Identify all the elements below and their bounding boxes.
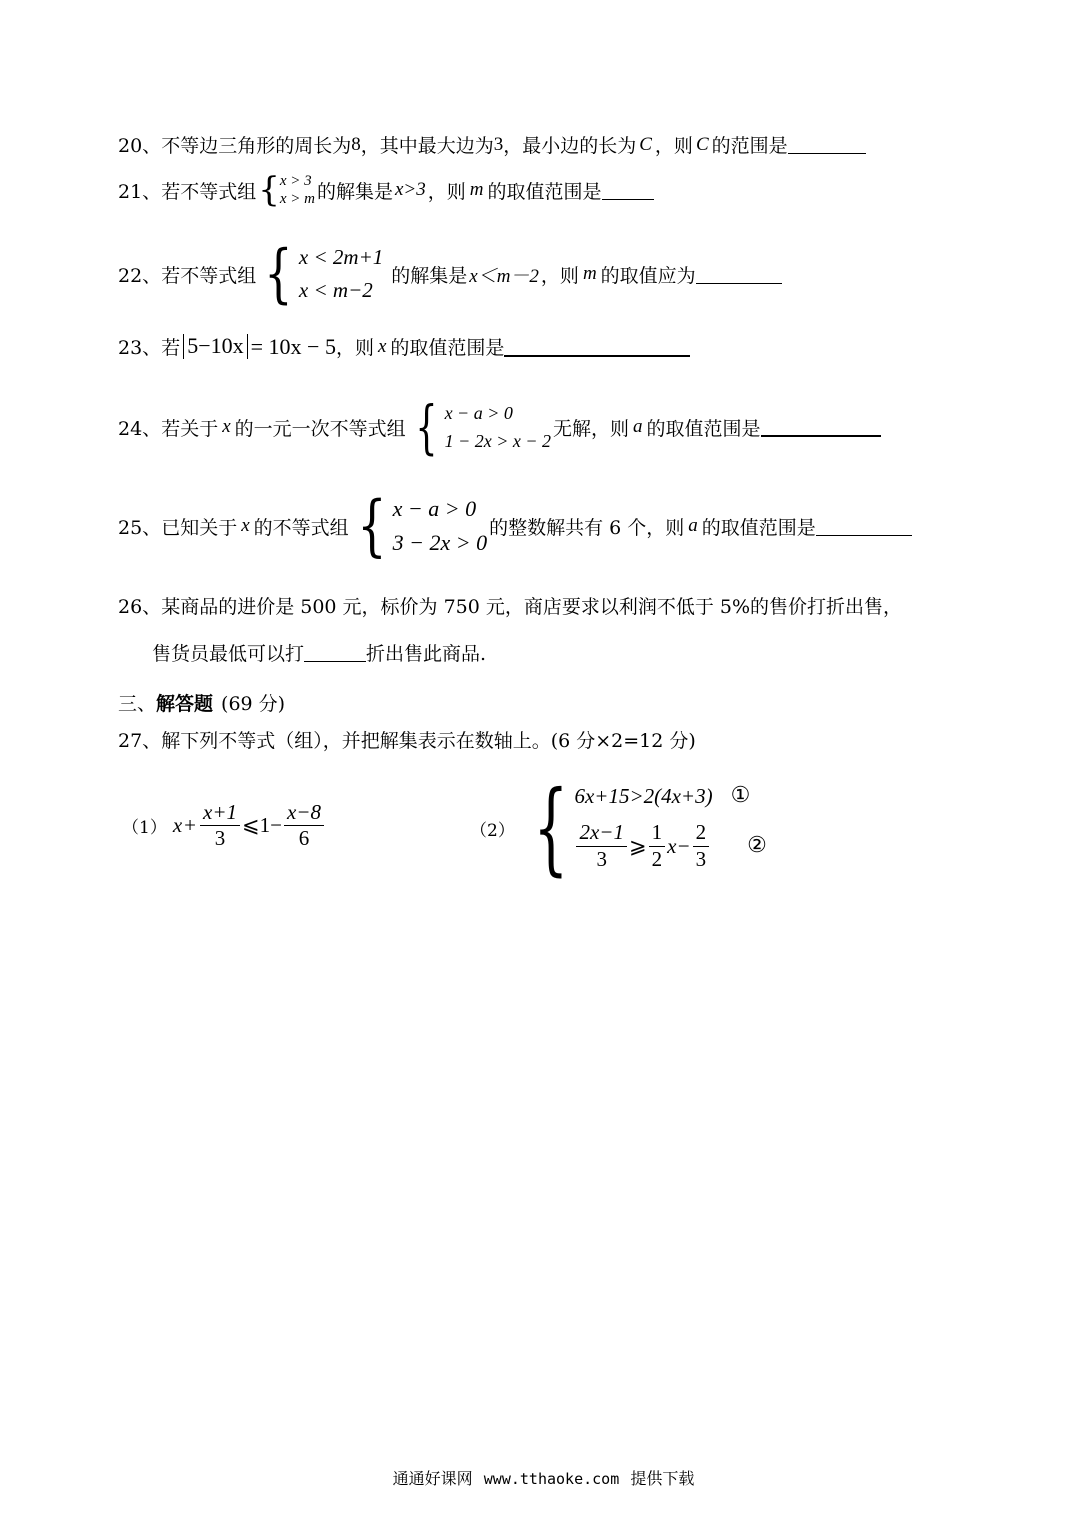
section-prefix: 三、 [118,693,157,715]
question-text: 的取值应为 [600,264,696,287]
question-text: ，则 [540,264,579,287]
question-26 [118,592,902,619]
question-25 [118,487,912,564]
numerator: 2 [693,820,710,846]
question-text: 若不等式组 [161,180,257,203]
number: 3 [493,133,504,155]
question-text: 若关于 [161,417,219,440]
system-row: 6x+15>2(4x+3) [574,783,713,808]
numerator: x−8 [284,800,324,826]
denominator: 2 [651,846,663,871]
operator: + [184,813,196,838]
part-label: （1） [122,818,167,839]
footer-prefix: 通通好课网 [392,1469,473,1488]
fraction [576,820,627,871]
question-text: ，则 [427,180,466,203]
question-text: ，最小边的长为 [503,135,637,157]
inequality-system [351,487,488,564]
fraction [693,820,710,871]
denominator: 6 [298,826,310,851]
question-text: 若不等式组 [161,264,257,287]
solution: x>3 [394,179,426,200]
question-20 [118,131,866,158]
question-number: 24、 [118,417,162,440]
footer-suffix: 提供下载 [630,1469,695,1488]
answer-blank[interactable] [761,417,881,437]
q27-part1 [122,800,326,851]
numerator: 2x−1 [576,820,627,846]
variable: C [639,133,652,155]
operator: ⩽1− [242,813,282,838]
question-text: 的解集是 [391,264,468,287]
question-text: 无解，则 [552,417,629,440]
inequality-system [519,769,767,886]
question-text: 的一元一次不等式组 [234,417,406,440]
system-row: x − a > 0 [444,403,513,423]
brace-icon: { [533,769,569,886]
question-number: 23、 [118,337,162,359]
numerator: x+1 [200,800,240,826]
answer-blank[interactable] [816,517,912,536]
denominator: 3 [695,846,707,871]
part-label: （2） [470,820,515,841]
question-number: 25、 [118,516,162,539]
variable: x [172,813,183,838]
question-27 [118,726,696,753]
question-text: 某商品的进价是 500 元，标价为 750 元，商店要求以利润不低于 5%的售价打折出售， [161,596,903,618]
absolute-value: 5−10x [183,334,247,358]
equation-marker: ① [730,783,751,808]
answer-blank[interactable] [504,337,690,357]
variable: a [688,515,698,536]
variable: x [377,335,387,357]
question-number: 20、 [118,135,162,157]
question-number: 21、 [118,180,162,203]
answer-blank[interactable] [788,135,866,154]
question-text: 若 [161,337,181,359]
question-text: 的不等式组 [253,516,349,539]
question-text: 已知关于 [161,516,238,539]
denominator: 3 [214,826,226,851]
q27-part2 [470,769,769,886]
brace-icon: { [415,393,438,461]
system-row: x − a > 0 [392,496,477,521]
question-text: 的整数解共有 6 个，则 [489,516,685,539]
equation-marker: ② [747,833,767,858]
inequality-system [258,237,384,311]
fraction [200,800,240,851]
variable: x [241,515,250,536]
question-21 [118,172,654,208]
inequality-system [408,393,551,461]
question-number: 22、 [118,264,162,287]
system-row: x < m−2 [298,278,373,302]
question-text: ，则 [335,337,374,359]
brace-icon: { [258,170,280,210]
question-text: 解下列不等式（组），并把解集表示在数轴上。(6 分×2=12 分) [161,730,696,752]
answer-blank[interactable] [696,265,782,284]
variable: C [695,133,709,155]
system-row: 1 − 2x > x − 2 [444,431,551,451]
fraction [284,800,324,851]
question-number: 26、 [118,596,162,618]
page-footer [0,1466,1087,1489]
system-row: 3 − 2x > 0 [392,530,488,555]
question-text: 售货员最低可以打 [152,643,305,665]
numerator: 1 [649,820,666,846]
footer-url[interactable]: www.tthaoke.com [483,1470,620,1488]
denominator: 3 [596,846,607,871]
solution: x＜m－2 [469,265,539,287]
system-row: x > m [279,191,315,207]
question-text: 的取值范围是 [487,180,602,203]
question-text: 的范围是 [711,135,788,157]
question-text: 的取值范围是 [646,417,761,440]
operator: ⩾ [628,833,647,858]
section-score: (69 分) [221,693,286,715]
question-number: 27、 [118,730,162,752]
question-text: ，其中最大边为 [360,135,494,157]
question-22 [118,237,782,311]
system-row: x < 2m+1 [298,245,384,269]
question-text: 的取值范围是 [701,516,816,539]
number: 8 [351,133,361,155]
equation-rhs: = 10x − 5 [250,333,336,359]
question-text: 的解集是 [316,180,393,203]
inequality-system [258,172,315,208]
brace-icon: { [264,237,293,311]
variable: a [633,416,643,437]
variable: m [582,263,597,284]
answer-blank[interactable] [304,643,366,662]
variable: x [222,416,231,437]
question-text: 不等边三角形的周长为 [161,135,352,157]
question-text: ，则 [654,135,693,157]
question-24 [118,393,881,461]
answer-blank[interactable] [602,181,654,200]
section-heading [118,689,285,716]
question-23 [118,333,690,360]
fraction [649,820,666,871]
question-text: 的取值范围是 [390,337,505,359]
system-row: x > 3 [279,173,312,189]
question-text: 折出售此商品. [366,643,487,665]
question-26-line2 [152,639,486,666]
expression: x− [667,833,691,858]
brace-icon: { [356,487,387,564]
variable: m [469,179,484,200]
section-title: 解答题 [156,693,214,715]
